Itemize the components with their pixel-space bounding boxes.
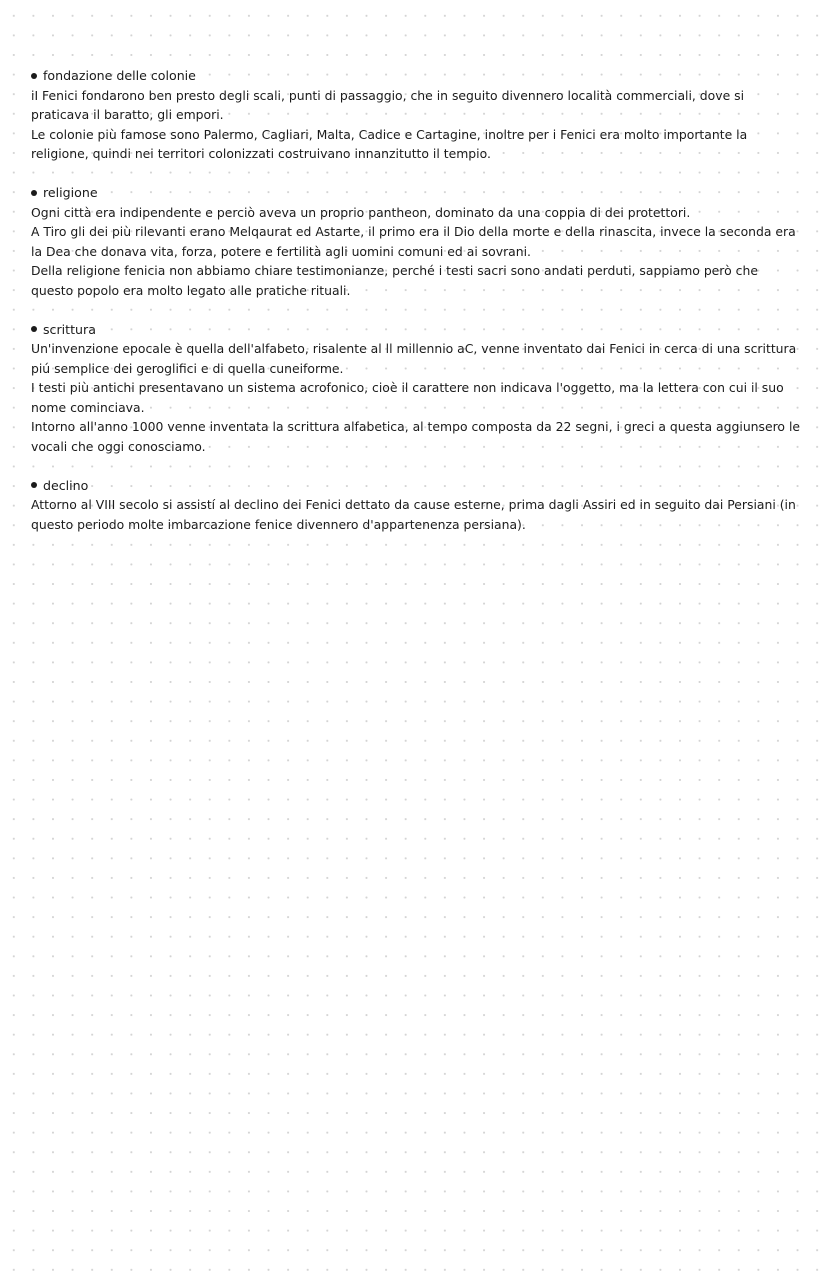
section-heading <box>31 476 801 496</box>
note-page <box>31 66 801 554</box>
bullet-icon <box>31 73 37 79</box>
paragraph: Della religione fenicia non abbiamo chiare testimonianze, perché i testi sacri sono andati perduti, sappiamo però che questo popolo era molto legato alle pratiche rituali. <box>31 263 758 298</box>
section-declino <box>31 476 801 535</box>
paragraph: A Tiro gli dei più rilevanti erano Melqaurat ed Astarte, il primo era il Dio della morte e della rinascita, invece la seconda era la Dea che donava vita, forza, potere e fertilità agli uomini comuni ed ai sovrani. <box>31 224 796 259</box>
paragraph: Le colonie più famose sono Palermo, Cagliari, Malta, Cadice e Cartagine, inoltre per i Fenici era molto importante la religione, quindi nei territori colonizzati costruivano innanzitutto il tempio. <box>31 126 748 161</box>
section-heading <box>31 320 801 340</box>
section-religione <box>31 183 801 300</box>
heading-text: religione <box>43 185 98 200</box>
paragraph: I testi più antichi presentavano un sistema acrofonico, cioè il carattere non indicava l'oggetto, ma la lettera con cui il suo nome cominciava. <box>31 380 784 415</box>
section-heading <box>31 66 801 86</box>
paragraph: Un'invenzione epocale è quella dell'alfabeto, risalente al ll millennio aC, venne inventato dai Fenici in cerca di una scrittura piú semplice dei geroglifici e di quella cuneiforme. <box>31 341 797 376</box>
paragraph: Attorno al VIII secolo si assistí al declino dei Fenici dettato da cause esterne, prima dagli Assiri ed in seguito dai Persiani (in questo periodo molte imbarcazione fenice divennero d'appartenenza persiana). <box>31 497 796 532</box>
section-fondazione <box>31 66 801 164</box>
paragraph: iI Fenici fondarono ben presto degli scali, punti di passaggio, che in seguito divennero località commerciali, dove si praticava il baratto, gli empori. <box>31 87 745 122</box>
section-heading <box>31 183 801 203</box>
bullet-icon <box>31 482 37 488</box>
bullet-icon <box>31 326 37 332</box>
section-scrittura <box>31 320 801 457</box>
paragraph: Ogni città era indipendente e perciò aveva un proprio pantheon, dominato da una coppia di dei protettori. <box>31 204 691 220</box>
heading-text: declino <box>43 477 89 493</box>
heading-text: fondazione delle colonie <box>43 68 196 83</box>
bullet-icon <box>31 190 37 196</box>
heading-text: scrittura <box>43 321 96 337</box>
paragraph: Intorno all'anno 1000 venne inventata la scrittura alfabetica, al tempo composta da 22 segni, i greci a questa aggiunsero le vocali che oggi conosciamo. <box>31 419 801 454</box>
